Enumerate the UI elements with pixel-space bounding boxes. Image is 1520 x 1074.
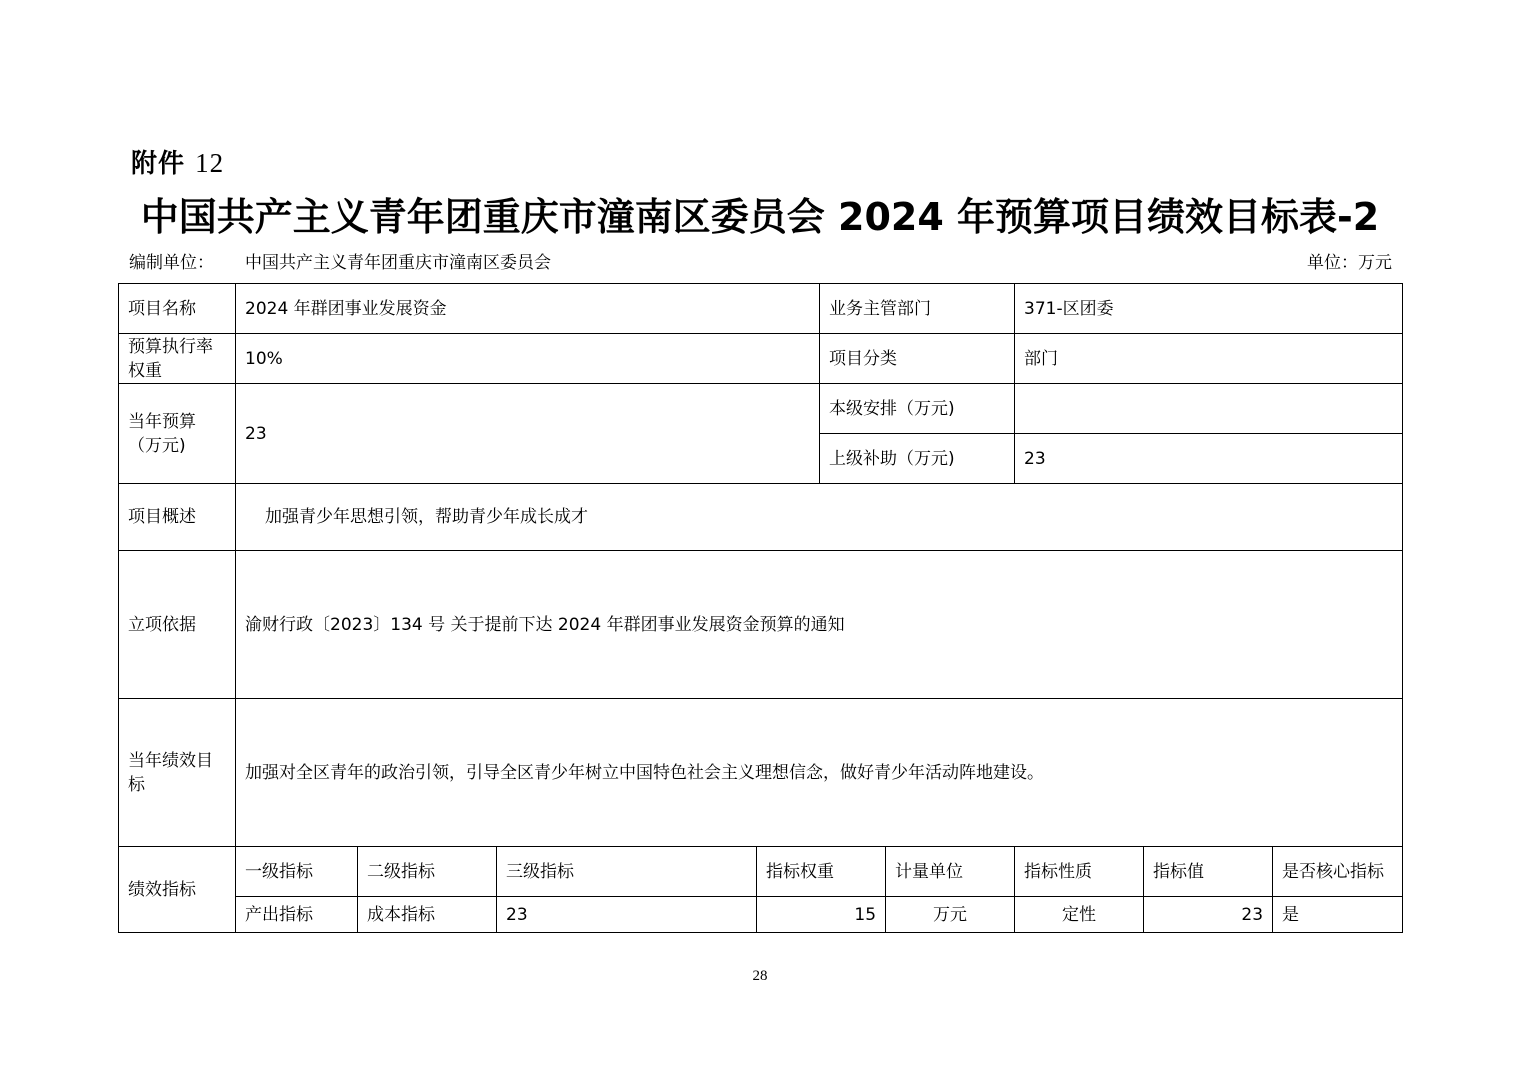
- page-title: 中国共产主义青年团重庆市潼南区委员会 2024 年预算项目绩效目标表-2: [140, 195, 1380, 239]
- cell-level3: 23: [497, 897, 757, 933]
- overview-value: 加强青少年思想引领，帮助青少年成长成才: [236, 484, 1403, 551]
- upper-value: 23: [1015, 434, 1403, 484]
- budget-label: 当年预算（万元): [119, 384, 236, 484]
- header-level2: 二级指标: [358, 847, 497, 897]
- project-name-value: 2024 年群团事业发展资金: [236, 284, 820, 334]
- dept-label: 业务主管部门: [820, 284, 1015, 334]
- header-weight: 指标权重: [757, 847, 886, 897]
- indicators-label: 绩效指标: [119, 847, 236, 933]
- project-name-label: 项目名称: [119, 284, 236, 334]
- row-budget-local: [119, 384, 1403, 434]
- goal-value: 加强对全区青年的政治引领，引导全区青少年树立中国特色社会主义理想信念，做好青少年活动阵地建设。: [236, 699, 1403, 847]
- category-value: 部门: [1015, 334, 1403, 384]
- header-value: 指标值: [1144, 847, 1273, 897]
- header-nature: 指标性质: [1015, 847, 1144, 897]
- compiler-label: 编制单位：: [129, 253, 214, 273]
- attachment-label: [131, 143, 224, 180]
- category-label: 项目分类: [820, 334, 1015, 384]
- upper-label: 上级补助（万元): [820, 434, 1015, 484]
- unit-label: 单位：万元: [1307, 253, 1392, 273]
- row-indicator-header: [119, 847, 1403, 897]
- budget-value: 23: [236, 384, 820, 484]
- header-level1: 一级指标: [236, 847, 358, 897]
- exec-rate-value: 10%: [236, 334, 820, 384]
- row-project-name: [119, 284, 1403, 334]
- cell-level2: 成本指标: [358, 897, 497, 933]
- cell-nature: 定性: [1015, 897, 1144, 933]
- attachment-number: 12: [195, 148, 225, 178]
- cell-unit: 万元: [886, 897, 1015, 933]
- performance-table: [118, 283, 1403, 933]
- dept-value: 371-区团委: [1015, 284, 1403, 334]
- local-value: [1015, 384, 1403, 434]
- cell-value: 23: [1144, 897, 1273, 933]
- attachment-text: 附件: [131, 149, 186, 179]
- goal-label: 当年绩效目标: [119, 699, 236, 847]
- table-row: [119, 897, 1403, 933]
- local-label: 本级安排（万元): [820, 384, 1015, 434]
- row-overview: [119, 484, 1403, 551]
- basis-value: 渝财行政〔2023〕134 号 关于提前下达 2024 年群团事业发展资金预算的通知: [236, 551, 1403, 699]
- cell-weight: 15: [757, 897, 886, 933]
- row-goal: [119, 699, 1403, 847]
- header-unit: 计量单位: [886, 847, 1015, 897]
- header-core: 是否核心指标: [1273, 847, 1403, 897]
- row-basis: [119, 551, 1403, 699]
- compiler-value: 中国共产主义青年团重庆市潼南区委员会: [245, 253, 551, 273]
- basis-label: 立项依据: [119, 551, 236, 699]
- row-exec-rate: [119, 334, 1403, 384]
- cell-core: 是: [1273, 897, 1403, 933]
- page-number: 28: [752, 968, 768, 984]
- header-level3: 三级指标: [497, 847, 757, 897]
- exec-rate-label: 预算执行率权重: [119, 334, 236, 384]
- overview-label: 项目概述: [119, 484, 236, 551]
- cell-level1: 产出指标: [236, 897, 358, 933]
